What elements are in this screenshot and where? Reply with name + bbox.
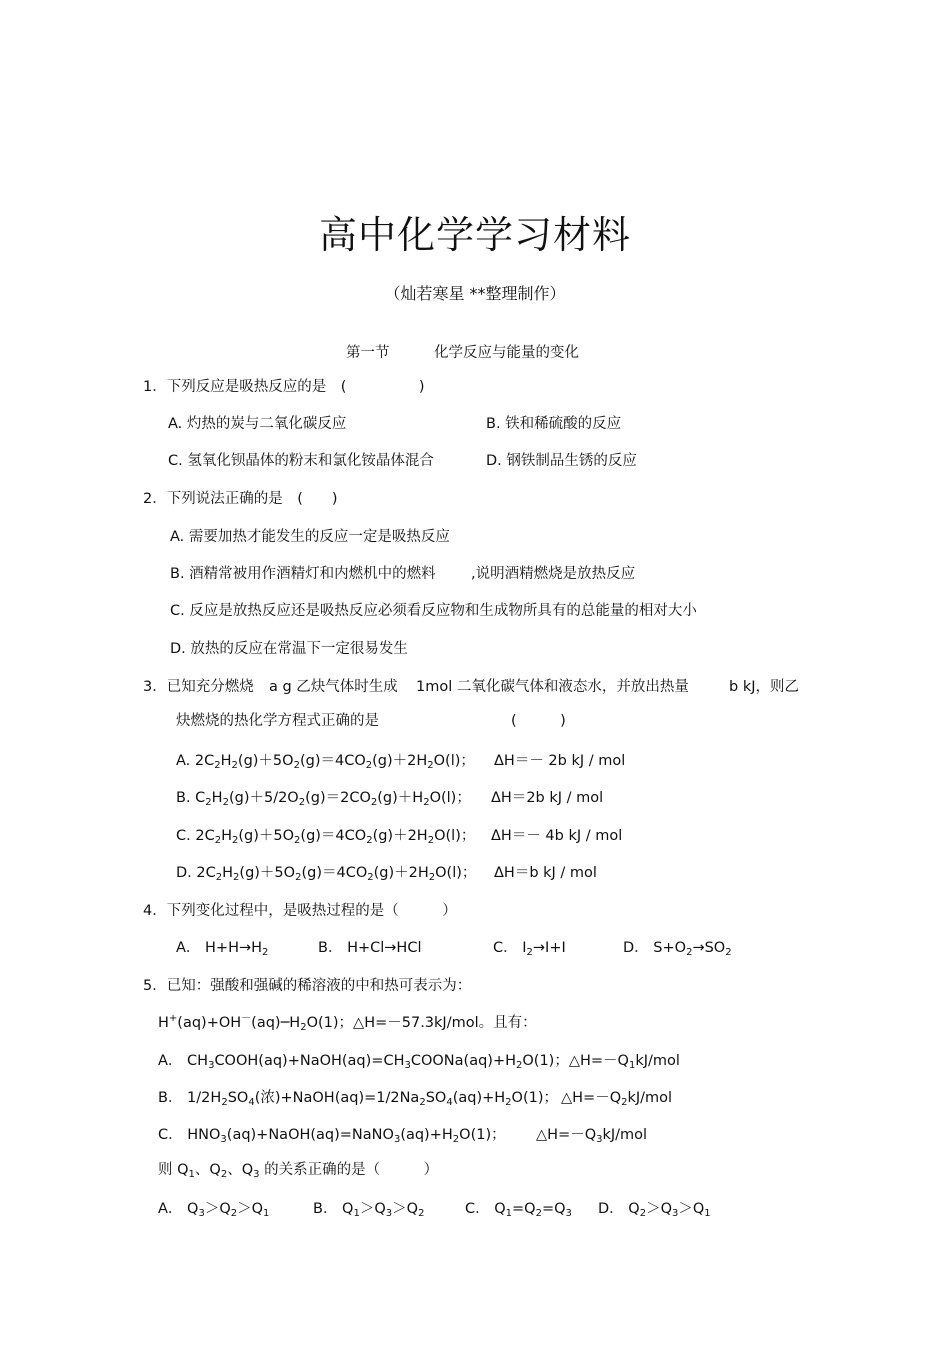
- section-number: 第一节: [346, 345, 390, 361]
- q3-stem-part1: 3．已知充分燃烧: [143, 679, 254, 695]
- q5-option-a: A． $Q_3>Q_2>Q_1$: [158, 1201, 270, 1219]
- q2-option-a: A. 需要加热才能发生的反应一定是吸热反应: [170, 529, 450, 545]
- q3-stem-part4: b kJ，则乙: [729, 679, 799, 695]
- q3-option-c: C. $2C_2H_2(g)+5O_2(g)=4CO_2(g)+2H_2O(l)$；: [176, 828, 476, 846]
- q5-option-c: C． $Q_1=Q_2=Q_3$: [465, 1201, 572, 1219]
- q1-option-d: D. 钢铁制品生锈的反应: [486, 453, 637, 469]
- q3-option-d: D. $2C_2H_2(g)+5O_2(g)=4CO_2(g)+2H_2O(l)$；: [176, 865, 477, 883]
- q2-option-b: B. 酒精常被用作酒精灯和内燃机中的燃料: [170, 566, 436, 582]
- q5-reaction-b: B． $1/2H_2SO_4$(浓)$+NaOH(aq)=1/2Na_2SO_4(aq)+H_2O(1)$；: [158, 1090, 558, 1108]
- document-title: 高中化学学习材料: [318, 213, 631, 257]
- q2-option-b-tail: ,说明酒精燃烧是放热反应: [471, 566, 636, 582]
- q2-stem: 2．下列说法正确的是 ( ): [143, 491, 338, 507]
- document-subtitle: （灿若寒星 **整理制作）: [384, 284, 566, 303]
- q3-stem-part3: 1mol 二氧化碳气体和液态水，并放出热量: [416, 679, 689, 695]
- q3-option-a-enthalpy: ΔH＝－ 2b kJ / mol: [494, 753, 626, 769]
- q5-reaction-c-enthalpy: $\triangle H=-Q_3kJ$/mol: [536, 1127, 648, 1145]
- q5-neutralization-equation: $H^+(aq)+OH^-(aq)─H_2O(1)$；△H=－57.3kJ/mol。且有：: [158, 1013, 537, 1033]
- q3-option-b-enthalpy: ΔH＝2b kJ / mol: [491, 790, 604, 806]
- q4-option-c: C． $I_2\to I+I$: [493, 940, 566, 958]
- q3-option-b: B. $C_2H_2(g)+5/2O_2(g)=2CO_2(g)+H_2O(l)$；: [176, 790, 471, 808]
- q5-reaction-a: A． $CH_3COOH(aq)+NaOH(aq)=CH_3COONa(aq)+H_2O(1)$；$\triangle H=-Q_1kJ$/mol: [158, 1053, 680, 1071]
- q2-option-d: D. 放热的反应在常温下一定很易发生: [170, 641, 408, 657]
- q5-question: 则 $Q_1$、$Q_2$、$Q_3$ 的关系正确的是（ ）: [158, 1162, 439, 1180]
- q3-option-c-enthalpy: ΔH＝－ 4b kJ / mol: [491, 828, 623, 844]
- q5-reaction-c: C． $HNO_3(aq)+NaOH(aq)=NaNO_3(aq)+H_2O(1)$；: [158, 1127, 506, 1145]
- q4-option-d: D． $S+O_2\to SO_2$: [623, 940, 732, 958]
- section-name: 化学反应与能量的变化: [434, 345, 579, 361]
- q4-option-a: A． $H+H\to H_2$: [176, 940, 269, 958]
- q1-option-a: A. 灼热的炭与二氧化碳反应: [168, 416, 347, 432]
- q4-option-b: B． H+Cl→HCl: [318, 940, 422, 956]
- q3-stem-paren: ( ): [511, 713, 566, 729]
- q3-option-a: A. $2C_2H_2(g)+5O_2(g)=4CO_2(g)+2H_2O(l)$；: [176, 753, 475, 771]
- q1-option-b: B. 铁和稀硫酸的反应: [486, 416, 622, 432]
- q3-stem-line2: 炔燃烧的热化学方程式正确的是: [176, 713, 379, 729]
- q3-option-d-enthalpy: ΔH＝b kJ / mol: [494, 865, 597, 881]
- q5-option-d: D． $Q_2>Q_3>Q_1$: [598, 1201, 711, 1219]
- q4-stem: 4．下列变化过程中，是吸热过程的是（ ）: [143, 903, 457, 919]
- q1-stem: 1．下列反应是吸热反应的是 ( ): [143, 379, 425, 395]
- q3-stem-part2: a g 乙炔气体时生成: [269, 679, 398, 695]
- q5-option-b: B． $Q_1>Q_3>Q_2$: [313, 1201, 425, 1219]
- q5-reaction-b-enthalpy: $\triangle H=-Q_2kJ$/mol: [561, 1090, 673, 1108]
- q1-option-c: C. 氢氧化钡晶体的粉末和氯化铵晶体混合: [168, 453, 434, 469]
- q5-stem: 5．已知：强酸和强碱的稀溶液的中和热可表示为：: [143, 978, 472, 994]
- q2-option-c: C. 反应是放热反应还是吸热反应必须看反应物和生成物所具有的总能量的相对大小: [170, 603, 697, 619]
